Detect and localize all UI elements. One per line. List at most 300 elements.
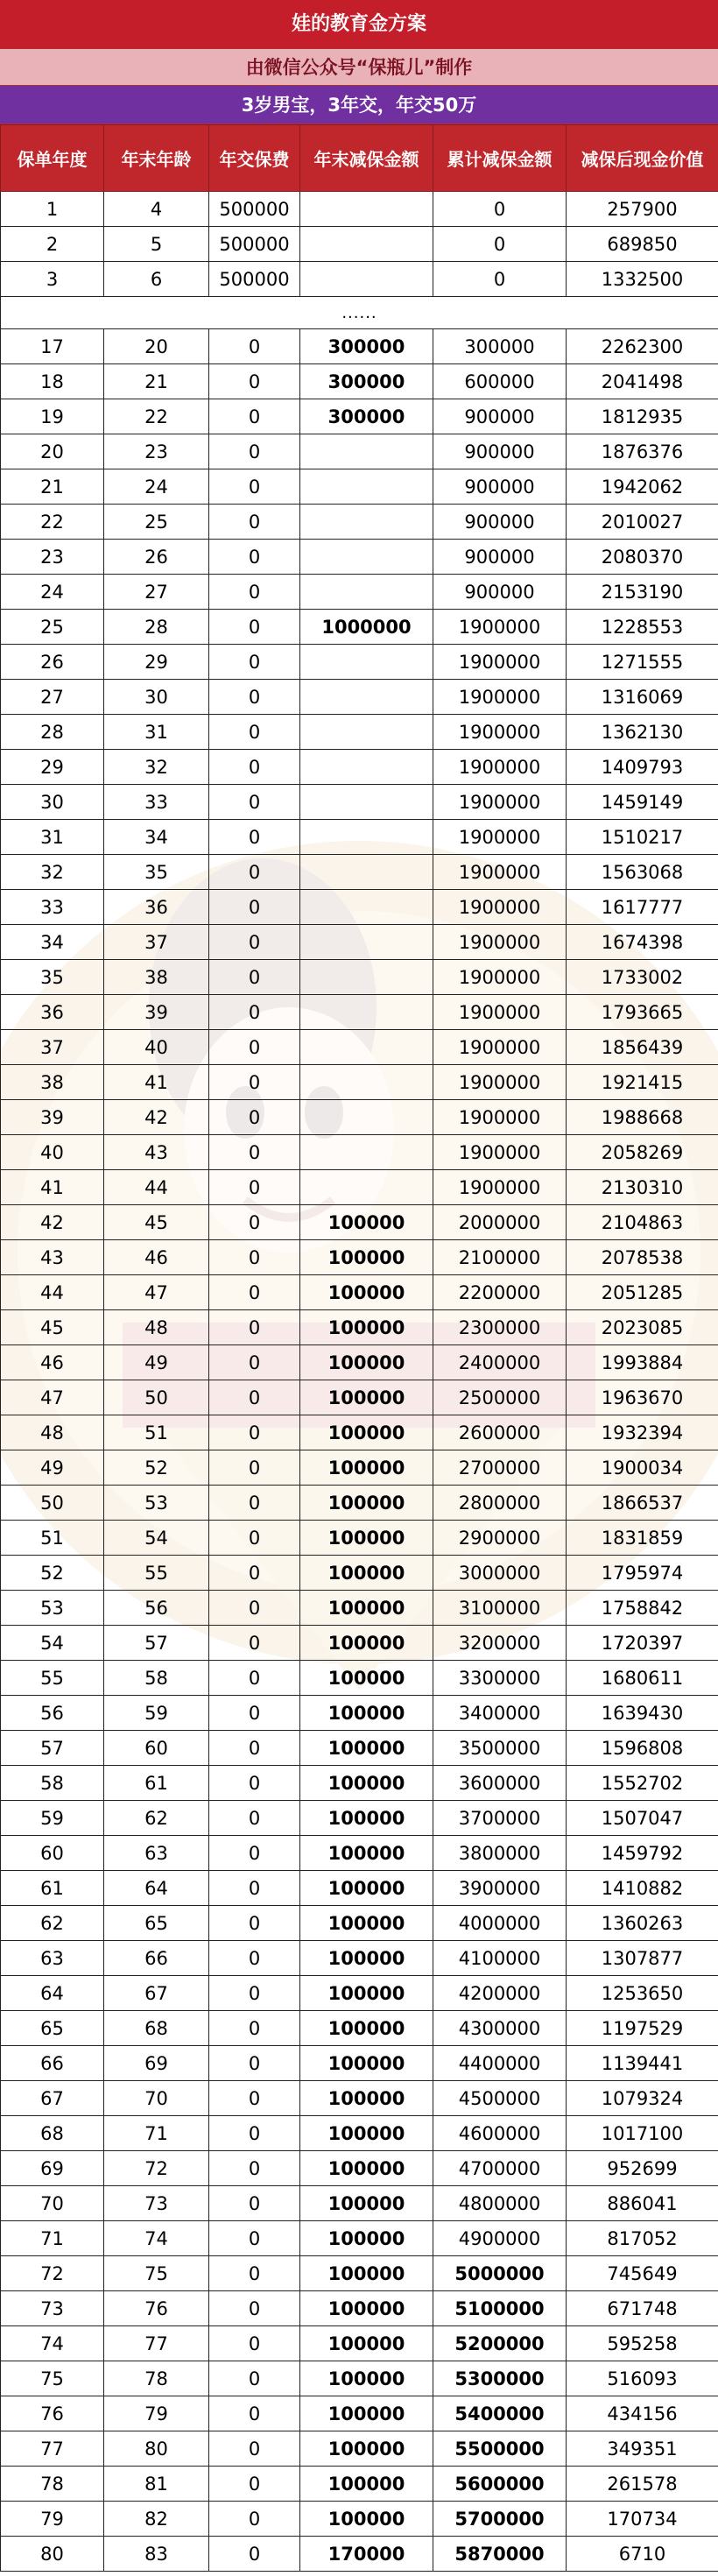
cell-withdrawal [300,1170,433,1205]
cell-cash-value: 595258 [567,2326,718,2361]
cell-annual-premium: 0 [209,575,300,610]
cell-policy-year: 40 [1,1135,104,1170]
cell-annual-premium: 0 [209,890,300,925]
cell-cash-value: 1758842 [567,1591,718,1626]
table-row [1,1871,718,1906]
cell-annual-premium: 0 [209,1030,300,1065]
cell-cumulative-withdrawal: 1900000 [433,750,567,785]
table-row [1,2291,718,2326]
cell-cumulative-withdrawal: 4400000 [433,2046,567,2081]
cell-cumulative-withdrawal: 1900000 [433,890,567,925]
cell-annual-premium: 0 [209,960,300,995]
cell-annual-premium: 0 [209,2151,300,2186]
table-row [1,785,718,820]
cell-cumulative-withdrawal: 2000000 [433,1205,567,1240]
cell-cash-value: 1197529 [567,2011,718,2046]
cell-cumulative-withdrawal: 4700000 [433,2151,567,2186]
cell-age: 72 [104,2151,209,2186]
cell-cash-value: 1316069 [567,680,718,715]
cell-age: 66 [104,1941,209,1976]
cell-policy-year: 43 [1,1240,104,1275]
cell-policy-year: 20 [1,434,104,469]
cell-annual-premium: 0 [209,1240,300,1275]
cell-annual-premium: 0 [209,2256,300,2291]
cell-cumulative-withdrawal: 0 [433,262,567,297]
table-row [1,1731,718,1766]
table-row [1,2431,718,2467]
cell-policy-year: 62 [1,1906,104,1941]
cell-age: 4 [104,192,209,227]
cell-policy-year: 59 [1,1801,104,1836]
cell-withdrawal [300,750,433,785]
plan-title-banner: 娃的教育金方案 [0,0,718,49]
cell-policy-year: 28 [1,715,104,750]
cell-policy-year: 56 [1,1696,104,1731]
education-fund-table [0,124,718,2572]
cell-withdrawal: 300000 [300,399,433,434]
cell-withdrawal: 100000 [300,1941,433,1976]
cell-cumulative-withdrawal: 5100000 [433,2291,567,2326]
cell-policy-year: 76 [1,2396,104,2431]
cell-withdrawal: 100000 [300,1415,433,1450]
cell-annual-premium: 0 [209,434,300,469]
cell-cash-value: 170734 [567,2502,718,2537]
cell-withdrawal [300,434,433,469]
table-row [1,1661,718,1696]
cell-withdrawal [300,262,433,297]
table-row [1,1275,718,1310]
cell-cash-value: 1271555 [567,645,718,680]
table-row [1,995,718,1030]
cell-policy-year: 71 [1,2221,104,2256]
cell-age: 73 [104,2186,209,2221]
table-row [1,750,718,785]
cell-policy-year: 60 [1,1836,104,1871]
cell-withdrawal [300,925,433,960]
cell-cash-value: 1253650 [567,1976,718,2011]
cell-cash-value: 2041498 [567,364,718,399]
cell-cumulative-withdrawal: 1900000 [433,925,567,960]
cell-withdrawal: 100000 [300,2396,433,2431]
cell-annual-premium: 0 [209,2291,300,2326]
table-row [1,1626,718,1661]
cell-cash-value: 1510217 [567,820,718,855]
cell-policy-year: 21 [1,469,104,505]
cell-withdrawal: 100000 [300,1450,433,1486]
cell-annual-premium: 0 [209,1100,300,1135]
cell-cumulative-withdrawal: 4500000 [433,2081,567,2116]
cell-cumulative-withdrawal: 900000 [433,469,567,505]
plan-summary-banner: 3岁男宝，3年交，年交50万 [0,86,718,124]
cell-cumulative-withdrawal: 2400000 [433,1345,567,1380]
cell-annual-premium: 0 [209,1170,300,1205]
cell-cumulative-withdrawal: 5000000 [433,2256,567,2291]
cell-cumulative-withdrawal: 1900000 [433,1030,567,1065]
cell-age: 55 [104,1556,209,1591]
cell-withdrawal: 100000 [300,1345,433,1380]
cell-withdrawal: 100000 [300,2221,433,2256]
table-row [1,1205,718,1240]
table-row [1,1030,718,1065]
cell-cash-value: 1639430 [567,1696,718,1731]
cell-cumulative-withdrawal: 3200000 [433,1626,567,1661]
cell-policy-year: 50 [1,1486,104,1521]
cell-policy-year: 37 [1,1030,104,1065]
table-body-gap [1,297,718,329]
cell-annual-premium: 0 [209,1380,300,1415]
cell-age: 80 [104,2431,209,2467]
cell-withdrawal [300,505,433,540]
cell-cumulative-withdrawal: 600000 [433,364,567,399]
cell-withdrawal: 100000 [300,1766,433,1801]
cell-cash-value: 817052 [567,2221,718,2256]
table-row [1,2361,718,2396]
cell-age: 41 [104,1065,209,1100]
cell-withdrawal: 100000 [300,2081,433,2116]
cell-cumulative-withdrawal: 2900000 [433,1521,567,1556]
cell-cumulative-withdrawal: 1900000 [433,785,567,820]
cell-cumulative-withdrawal: 2600000 [433,1415,567,1450]
cell-annual-premium: 0 [209,1976,300,2011]
cell-cumulative-withdrawal: 1900000 [433,960,567,995]
table-row [1,1801,718,1836]
cell-policy-year: 35 [1,960,104,995]
cell-cumulative-withdrawal: 3500000 [433,1731,567,1766]
cell-cash-value: 1932394 [567,1415,718,1450]
cell-policy-year: 31 [1,820,104,855]
table-row [1,329,718,364]
table-row [1,364,718,399]
cell-age: 65 [104,1906,209,1941]
table-row [1,1696,718,1731]
cell-withdrawal: 100000 [300,2151,433,2186]
cell-age: 77 [104,2326,209,2361]
table-row [1,2186,718,2221]
cell-cumulative-withdrawal: 0 [433,227,567,262]
cell-annual-premium: 0 [209,2186,300,2221]
cell-policy-year: 18 [1,364,104,399]
cell-age: 21 [104,364,209,399]
cell-age: 28 [104,610,209,645]
cell-cash-value: 1507047 [567,1801,718,1836]
cell-annual-premium: 0 [209,505,300,540]
cell-age: 22 [104,399,209,434]
cell-cash-value: 1963670 [567,1380,718,1415]
cell-policy-year: 78 [1,2467,104,2502]
cell-cumulative-withdrawal: 4800000 [433,2186,567,2221]
cell-cumulative-withdrawal: 5600000 [433,2467,567,2502]
cell-withdrawal [300,575,433,610]
cell-age: 30 [104,680,209,715]
cell-annual-premium: 0 [209,2396,300,2431]
cell-age: 32 [104,750,209,785]
cell-withdrawal: 100000 [300,1275,433,1310]
cell-policy-year: 54 [1,1626,104,1661]
cell-annual-premium: 0 [209,2361,300,2396]
cell-withdrawal [300,855,433,890]
cell-annual-premium: 500000 [209,262,300,297]
cell-withdrawal: 100000 [300,1696,433,1731]
cell-cumulative-withdrawal: 2100000 [433,1240,567,1275]
cell-policy-year: 30 [1,785,104,820]
table-row [1,1310,718,1345]
cell-withdrawal [300,227,433,262]
table-row [1,1556,718,1591]
cell-age: 38 [104,960,209,995]
cell-age: 69 [104,2046,209,2081]
table-row [1,1836,718,1871]
cell-cumulative-withdrawal: 1900000 [433,855,567,890]
cell-cumulative-withdrawal: 0 [433,192,567,227]
cell-policy-year: 79 [1,2502,104,2537]
cell-age: 59 [104,1696,209,1731]
table-ellipsis-row [1,297,718,329]
cell-age: 48 [104,1310,209,1345]
cell-annual-premium: 0 [209,1696,300,1731]
cell-annual-premium: 0 [209,1345,300,1380]
table-row [1,1941,718,1976]
cell-cumulative-withdrawal: 3400000 [433,1696,567,1731]
cell-withdrawal: 100000 [300,1906,433,1941]
cell-cumulative-withdrawal: 1900000 [433,995,567,1030]
table-row [1,960,718,995]
cell-withdrawal: 300000 [300,329,433,364]
table-row [1,1345,718,1380]
cell-age: 6 [104,262,209,297]
cell-cumulative-withdrawal: 3000000 [433,1556,567,1591]
cell-annual-premium: 0 [209,2326,300,2361]
cell-cash-value: 2010027 [567,505,718,540]
table-row [1,2221,718,2256]
cell-policy-year: 24 [1,575,104,610]
cell-policy-year: 22 [1,505,104,540]
cell-withdrawal: 100000 [300,1521,433,1556]
cell-policy-year: 3 [1,262,104,297]
cell-policy-year: 48 [1,1415,104,1450]
cell-annual-premium: 0 [209,1626,300,1661]
cell-cash-value: 1307877 [567,1941,718,1976]
cell-cumulative-withdrawal: 1900000 [433,645,567,680]
cell-policy-year: 77 [1,2431,104,2467]
cell-policy-year: 39 [1,1100,104,1135]
cell-age: 40 [104,1030,209,1065]
cell-annual-premium: 0 [209,1731,300,1766]
cell-annual-premium: 0 [209,2116,300,2151]
cell-annual-premium: 0 [209,925,300,960]
cell-cash-value: 2153190 [567,575,718,610]
cell-annual-premium: 0 [209,750,300,785]
table-row [1,469,718,505]
cell-annual-premium: 0 [209,1065,300,1100]
cell-cash-value: 1617777 [567,890,718,925]
cell-annual-premium: 0 [209,469,300,505]
table-row [1,1976,718,2011]
cell-cash-value: 745649 [567,2256,718,2291]
cell-withdrawal: 100000 [300,2291,433,2326]
cell-annual-premium: 0 [209,1450,300,1486]
cell-cumulative-withdrawal: 3600000 [433,1766,567,1801]
cell-withdrawal: 100000 [300,1380,433,1415]
cell-annual-premium: 0 [209,995,300,1030]
cell-withdrawal: 100000 [300,2186,433,2221]
cell-cash-value: 1793665 [567,995,718,1030]
cell-cumulative-withdrawal: 4200000 [433,1976,567,2011]
maker-credit-banner: 由微信公众号“保瓶儿”制作 [0,49,718,86]
cell-age: 5 [104,227,209,262]
cell-cumulative-withdrawal: 3100000 [433,1591,567,1626]
cell-age: 27 [104,575,209,610]
table-row [1,2502,718,2537]
cell-cumulative-withdrawal: 2800000 [433,1486,567,1521]
cell-age: 68 [104,2011,209,2046]
cell-annual-premium: 0 [209,820,300,855]
table-row [1,2151,718,2186]
cell-age: 78 [104,2361,209,2396]
table-body-main [1,329,718,2572]
cell-policy-year: 66 [1,2046,104,2081]
cell-policy-year: 72 [1,2256,104,2291]
cell-cumulative-withdrawal: 3800000 [433,1836,567,1871]
cell-cumulative-withdrawal: 900000 [433,505,567,540]
cell-policy-year: 2 [1,227,104,262]
table-row [1,1415,718,1450]
cell-withdrawal [300,1135,433,1170]
cell-cash-value: 1674398 [567,925,718,960]
column-header-annual-premium: 年交保费 [209,125,300,192]
cell-annual-premium: 0 [209,1135,300,1170]
cell-annual-premium: 0 [209,2431,300,2467]
ellipsis-cell: ...... [1,297,718,329]
cell-cumulative-withdrawal: 5400000 [433,2396,567,2431]
cell-withdrawal: 100000 [300,1556,433,1591]
cell-annual-premium: 0 [209,610,300,645]
cell-annual-premium: 0 [209,1941,300,1976]
cell-cash-value: 1993884 [567,1345,718,1380]
table-row [1,2256,718,2291]
cell-annual-premium: 0 [209,2502,300,2537]
cell-cash-value: 1876376 [567,434,718,469]
cell-withdrawal: 100000 [300,1661,433,1696]
column-header-withdrawal: 年末减保金额 [300,125,433,192]
cell-age: 81 [104,2467,209,2502]
cell-cumulative-withdrawal: 3900000 [433,1871,567,1906]
cell-withdrawal: 100000 [300,2326,433,2361]
cell-age: 47 [104,1275,209,1310]
cell-age: 60 [104,1731,209,1766]
cell-cumulative-withdrawal: 900000 [433,540,567,575]
table-row [1,925,718,960]
cell-annual-premium: 0 [209,2081,300,2116]
table-row [1,2081,718,2116]
cell-annual-premium: 0 [209,329,300,364]
cell-policy-year: 19 [1,399,104,434]
cell-cash-value: 1596808 [567,1731,718,1766]
cell-cumulative-withdrawal: 1900000 [433,1170,567,1205]
cell-policy-year: 49 [1,1450,104,1486]
cell-age: 20 [104,329,209,364]
cell-withdrawal: 100000 [300,2046,433,2081]
cell-age: 23 [104,434,209,469]
cell-cash-value: 689850 [567,227,718,262]
cell-cash-value: 1410882 [567,1871,718,1906]
cell-cash-value: 2130310 [567,1170,718,1205]
cell-age: 26 [104,540,209,575]
cell-cash-value: 886041 [567,2186,718,2221]
cell-annual-premium: 0 [209,715,300,750]
table-row [1,2116,718,2151]
cell-cash-value: 952699 [567,2151,718,2186]
cell-age: 74 [104,2221,209,2256]
cell-age: 62 [104,1801,209,1836]
column-header-cash-value: 减保后现金价值 [567,125,718,192]
cell-annual-premium: 0 [209,540,300,575]
table-row [1,1135,718,1170]
cell-annual-premium: 0 [209,2011,300,2046]
cell-cash-value: 6710 [567,2537,718,2572]
cell-annual-premium: 0 [209,1801,300,1836]
cell-withdrawal [300,785,433,820]
table-row [1,2467,718,2502]
column-header-age: 年末年龄 [104,125,209,192]
table-row [1,610,718,645]
cell-age: 36 [104,890,209,925]
cell-cumulative-withdrawal: 3700000 [433,1801,567,1836]
cell-cumulative-withdrawal: 900000 [433,399,567,434]
cell-policy-year: 41 [1,1170,104,1205]
cell-cash-value: 434156 [567,2396,718,2431]
cell-cash-value: 1680611 [567,1661,718,1696]
cell-cumulative-withdrawal: 1900000 [433,680,567,715]
cell-policy-year: 38 [1,1065,104,1100]
cell-cash-value: 257900 [567,192,718,227]
table-row [1,820,718,855]
cell-annual-premium: 0 [209,855,300,890]
cell-age: 64 [104,1871,209,1906]
cell-withdrawal [300,1100,433,1135]
cell-policy-year: 57 [1,1731,104,1766]
cell-policy-year: 73 [1,2291,104,2326]
cell-cash-value: 2104863 [567,1205,718,1240]
cell-withdrawal: 100000 [300,1976,433,2011]
cell-cumulative-withdrawal: 1900000 [433,1065,567,1100]
cell-cumulative-withdrawal: 2200000 [433,1275,567,1310]
table-row [1,1240,718,1275]
cell-annual-premium: 0 [209,2467,300,2502]
table-row [1,540,718,575]
cell-cash-value: 1720397 [567,1626,718,1661]
cell-annual-premium: 0 [209,1486,300,1521]
table-row [1,1591,718,1626]
cell-policy-year: 47 [1,1380,104,1415]
table-row [1,1906,718,1941]
cell-withdrawal: 100000 [300,1836,433,1871]
cell-cash-value: 1139441 [567,2046,718,2081]
cell-cash-value: 1831859 [567,1521,718,1556]
table-row [1,1100,718,1135]
cell-cash-value: 2051285 [567,1275,718,1310]
cell-annual-premium: 0 [209,1521,300,1556]
cell-cumulative-withdrawal: 5200000 [433,2326,567,2361]
table-row [1,715,718,750]
cell-withdrawal [300,1065,433,1100]
cell-policy-year: 75 [1,2361,104,2396]
table-row [1,575,718,610]
cell-annual-premium: 0 [209,2046,300,2081]
table-row [1,1486,718,1521]
cell-age: 53 [104,1486,209,1521]
cell-withdrawal: 300000 [300,364,433,399]
cell-age: 34 [104,820,209,855]
